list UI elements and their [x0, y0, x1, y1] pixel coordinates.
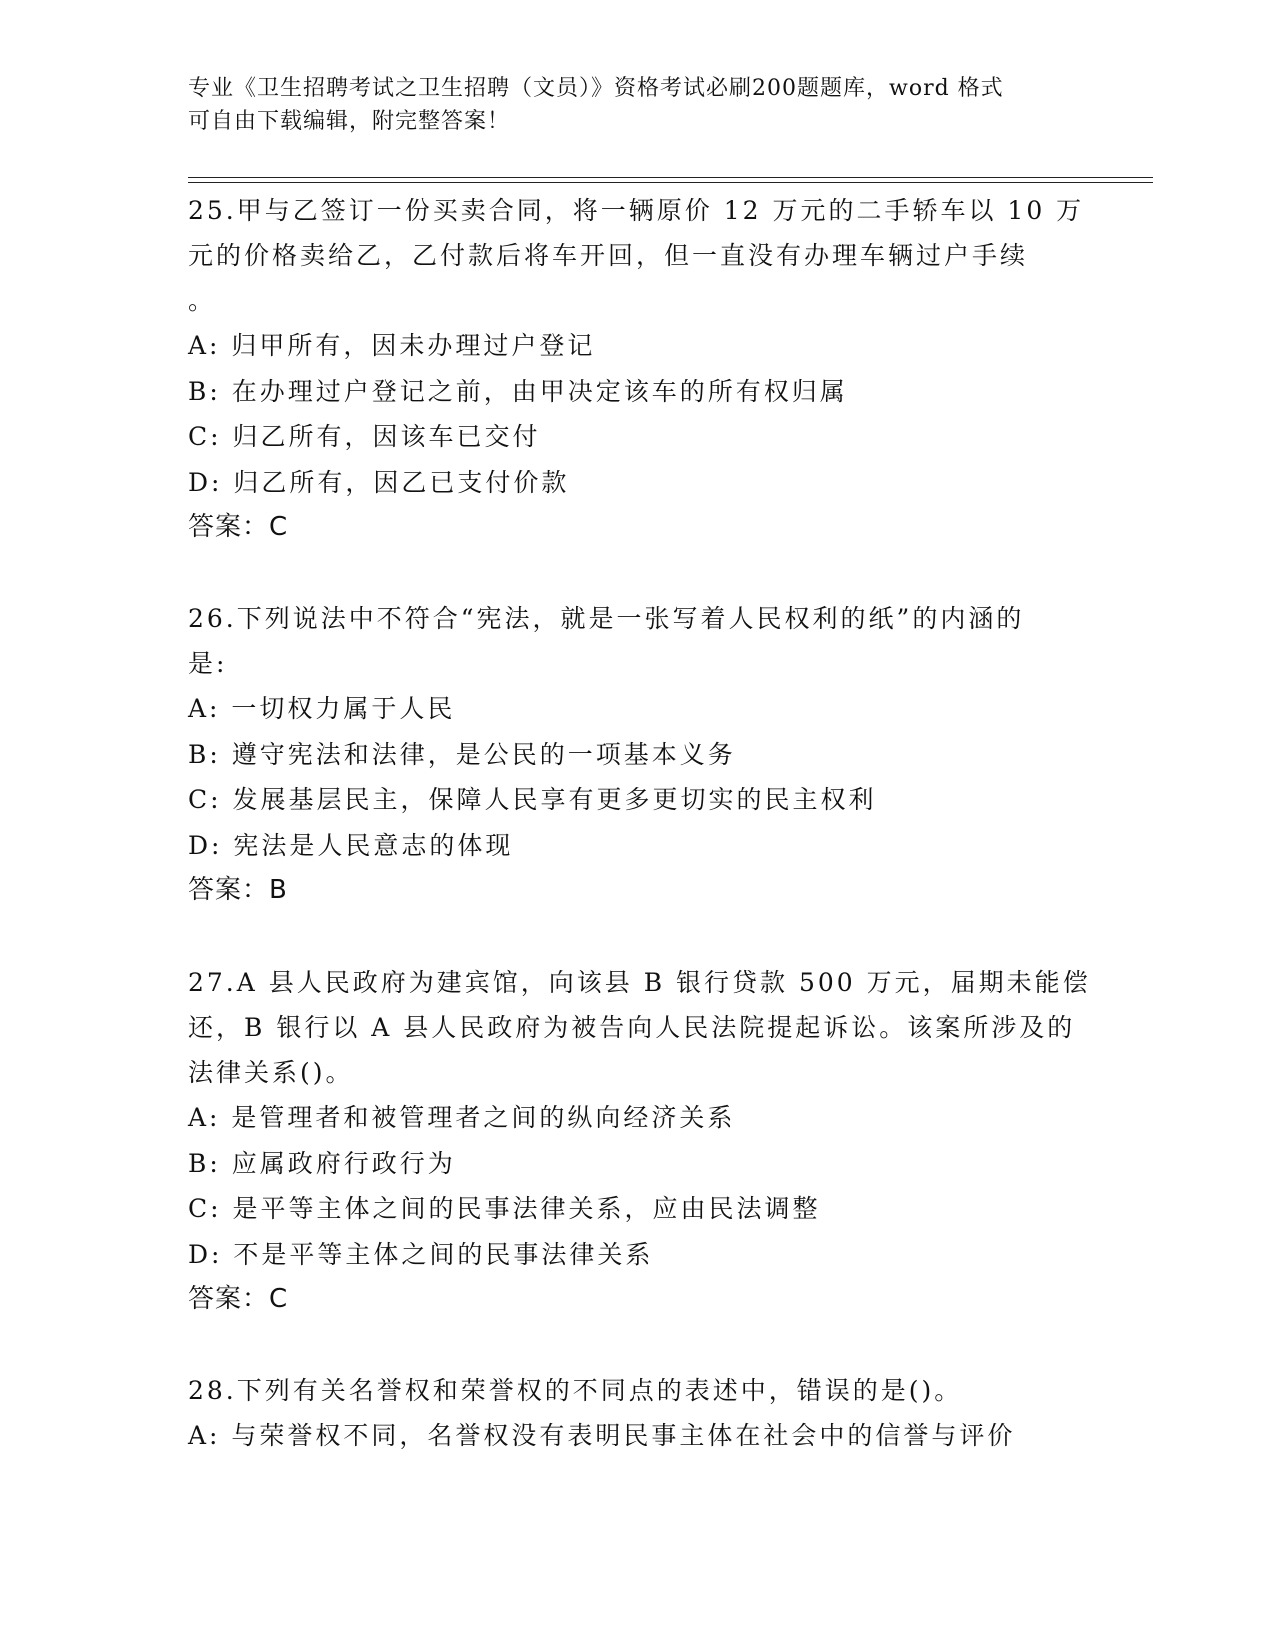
option-a: A: 是管理者和被管理者之间的纵向经济关系	[188, 1103, 736, 1132]
question-stem-line: 是:	[188, 649, 228, 678]
question-stem-line: 。	[188, 286, 217, 315]
option-c: C: 发展基层民主，保障人民享有更多更切实的民主权利	[188, 785, 877, 814]
question-26	[188, 596, 1088, 913]
answer-label: 答案：C	[188, 512, 289, 542]
option-a: A: 一切权力属于人民	[188, 694, 456, 723]
question-28	[188, 1368, 1088, 1459]
option-a: A: 归甲所有，因未办理过户登记	[188, 331, 596, 360]
option-b: B: 应属政府行政行为	[188, 1148, 456, 1178]
answer-label: 答案：B	[188, 875, 288, 905]
question-27	[188, 960, 1091, 1322]
question-stem-line: 元的价格卖给乙，乙付款后将车开回，但一直没有办理车辆过户手续	[188, 241, 1029, 270]
option-b: B: 遵守宪法和法律，是公民的一项基本义务	[188, 739, 736, 769]
option-d: D: 归乙所有，因乙已支付价款	[188, 467, 570, 497]
question-stem-line: 28.下列有关名誉权和荣誉权的不同点的表述中，错误的是()。	[188, 1376, 963, 1405]
question-stem-line: 法律关系()。	[188, 1058, 354, 1087]
header-divider	[188, 182, 1153, 183]
option-a: A: 与荣誉权不同，名誉权没有表明民事主体在社会中的信誉与评价	[188, 1421, 1016, 1450]
header-line: 专业《卫生招聘考试之卫生招聘（文员）》资格考试必刷200题题库，word 格式	[188, 76, 1004, 101]
option-d: D: 宪法是人民意志的体现	[188, 830, 514, 860]
question-25	[188, 188, 1088, 550]
question-stem-line: 26.下列说法中不符合“宪法，就是一张写着人民权利的纸”的内涵的	[188, 604, 1025, 633]
question-stem-line: 25.甲与乙签订一份买卖合同，将一辆原价 12 万元的二手轿车以 10 万	[188, 196, 1085, 225]
answer-label: 答案：C	[188, 1284, 289, 1314]
option-d: D: 不是平等主体之间的民事法律关系	[188, 1239, 654, 1269]
option-c: C: 是平等主体之间的民事法律关系，应由民法调整	[188, 1194, 821, 1223]
header-divider	[188, 177, 1153, 178]
option-c: C: 归乙所有，因该车已交付	[188, 422, 541, 451]
header-line: 可自由下载编辑，附完整答案！	[188, 109, 511, 134]
option-b: B: 在办理过户登记之前，由甲决定该车的所有权归属	[188, 376, 848, 406]
document-header	[188, 72, 1068, 138]
question-stem-line: 还，B 银行以 A 县人民政府为被告向人民法院提起诉讼。该案所涉及的	[188, 1013, 1076, 1042]
question-stem-line: 27.A 县人民政府为建宾馆，向该县 B 银行贷款 500 万元，届期未能偿	[188, 968, 1091, 997]
